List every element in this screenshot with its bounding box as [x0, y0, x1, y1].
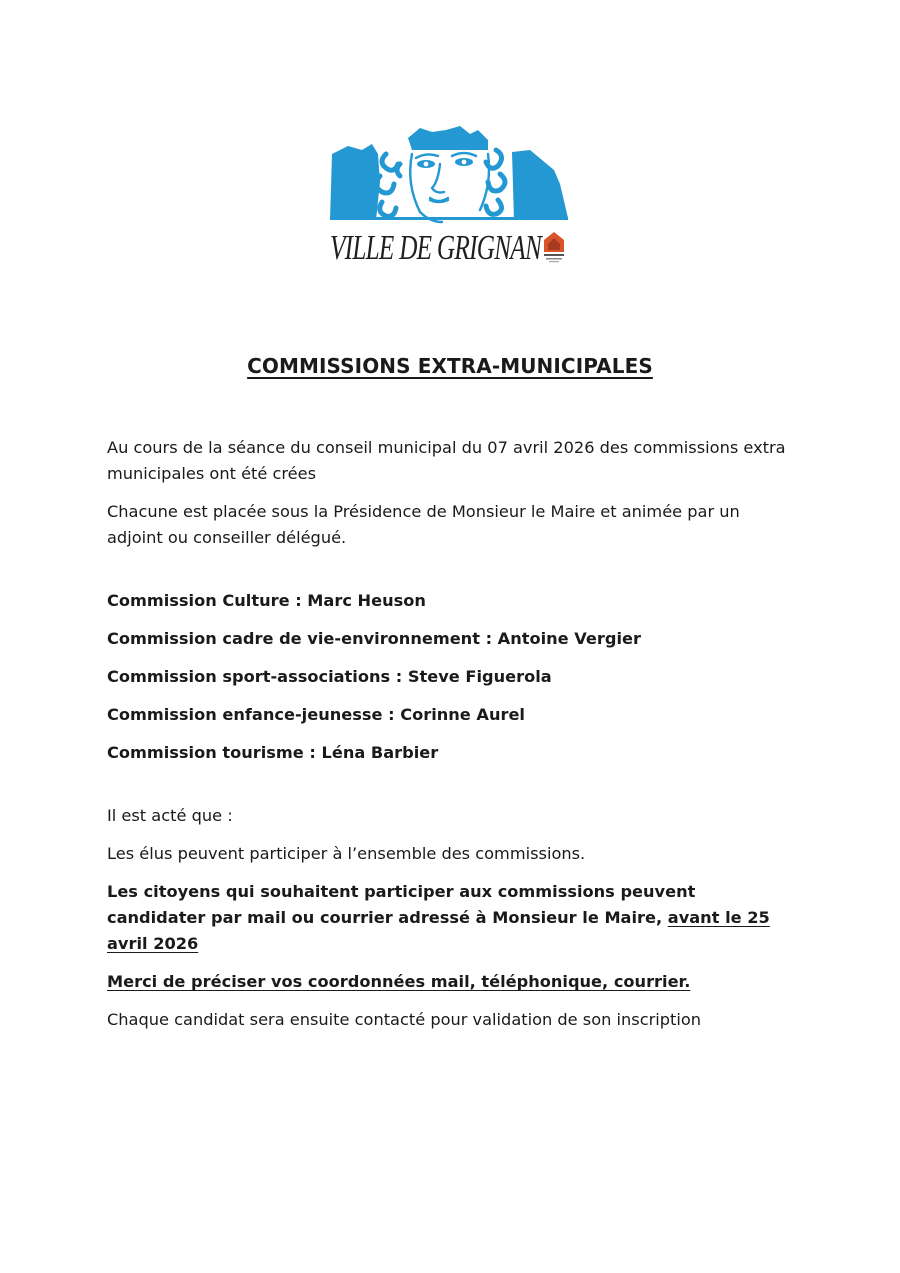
commission-item-culture: Commission Culture : Marc Heuson [107, 591, 426, 610]
acte-elus: Les élus peuvent participer à l’ensemble des commissions. [107, 844, 586, 863]
ville-de-grignan-logo [328, 124, 574, 270]
page-title-text: COMMISSIONS EXTRA-MUNICIPALES [247, 354, 653, 378]
commission-item-enfance: Commission enfance-jeunesse : Corinne Aurel [107, 705, 525, 724]
acte-merci: Merci de préciser vos coordonnées mail, téléphonique, courrier. [107, 972, 691, 991]
commission-item-cadre-de-vie: Commission cadre de vie-environnement : Antoine Vergier [107, 629, 641, 648]
intro-paragraph-1: Au cours de la séance du conseil municipal du 07 avril 2026 des commissions extra municipales ont été crées [107, 438, 786, 483]
intro-paragraph-2: Chacune est placée sous la Présidence de Monsieur le Maire et animée par un adjoint ou conseiller délégué. [107, 502, 740, 547]
deadline-date: avant le 25 avril 2026 [107, 908, 770, 953]
acte-citoyens-text: Les citoyens qui souhaitent participer aux commissions peuvent candidater par mail ou courrier adressé à Monsieur le Maire, [107, 882, 696, 927]
document-body [107, 435, 787, 1045]
plus-beaux-villages-badge [540, 230, 568, 264]
page-title [0, 354, 900, 378]
acte-lead: Il est acté que : [107, 806, 233, 825]
logo-wordmark: VILLE DE GRIGNAN [330, 228, 542, 267]
spacer [107, 563, 787, 588]
commission-item-sport: Commission sport-associations : Steve Figuerola [107, 667, 552, 686]
acte-citoyens [107, 879, 787, 957]
acte-final: Chaque candidat sera ensuite contacté pour validation de son inscription [107, 1010, 702, 1029]
commission-item-tourisme: Commission tourisme : Léna Barbier [107, 743, 439, 762]
logo-face-illustration [328, 124, 574, 224]
spacer [107, 778, 787, 803]
